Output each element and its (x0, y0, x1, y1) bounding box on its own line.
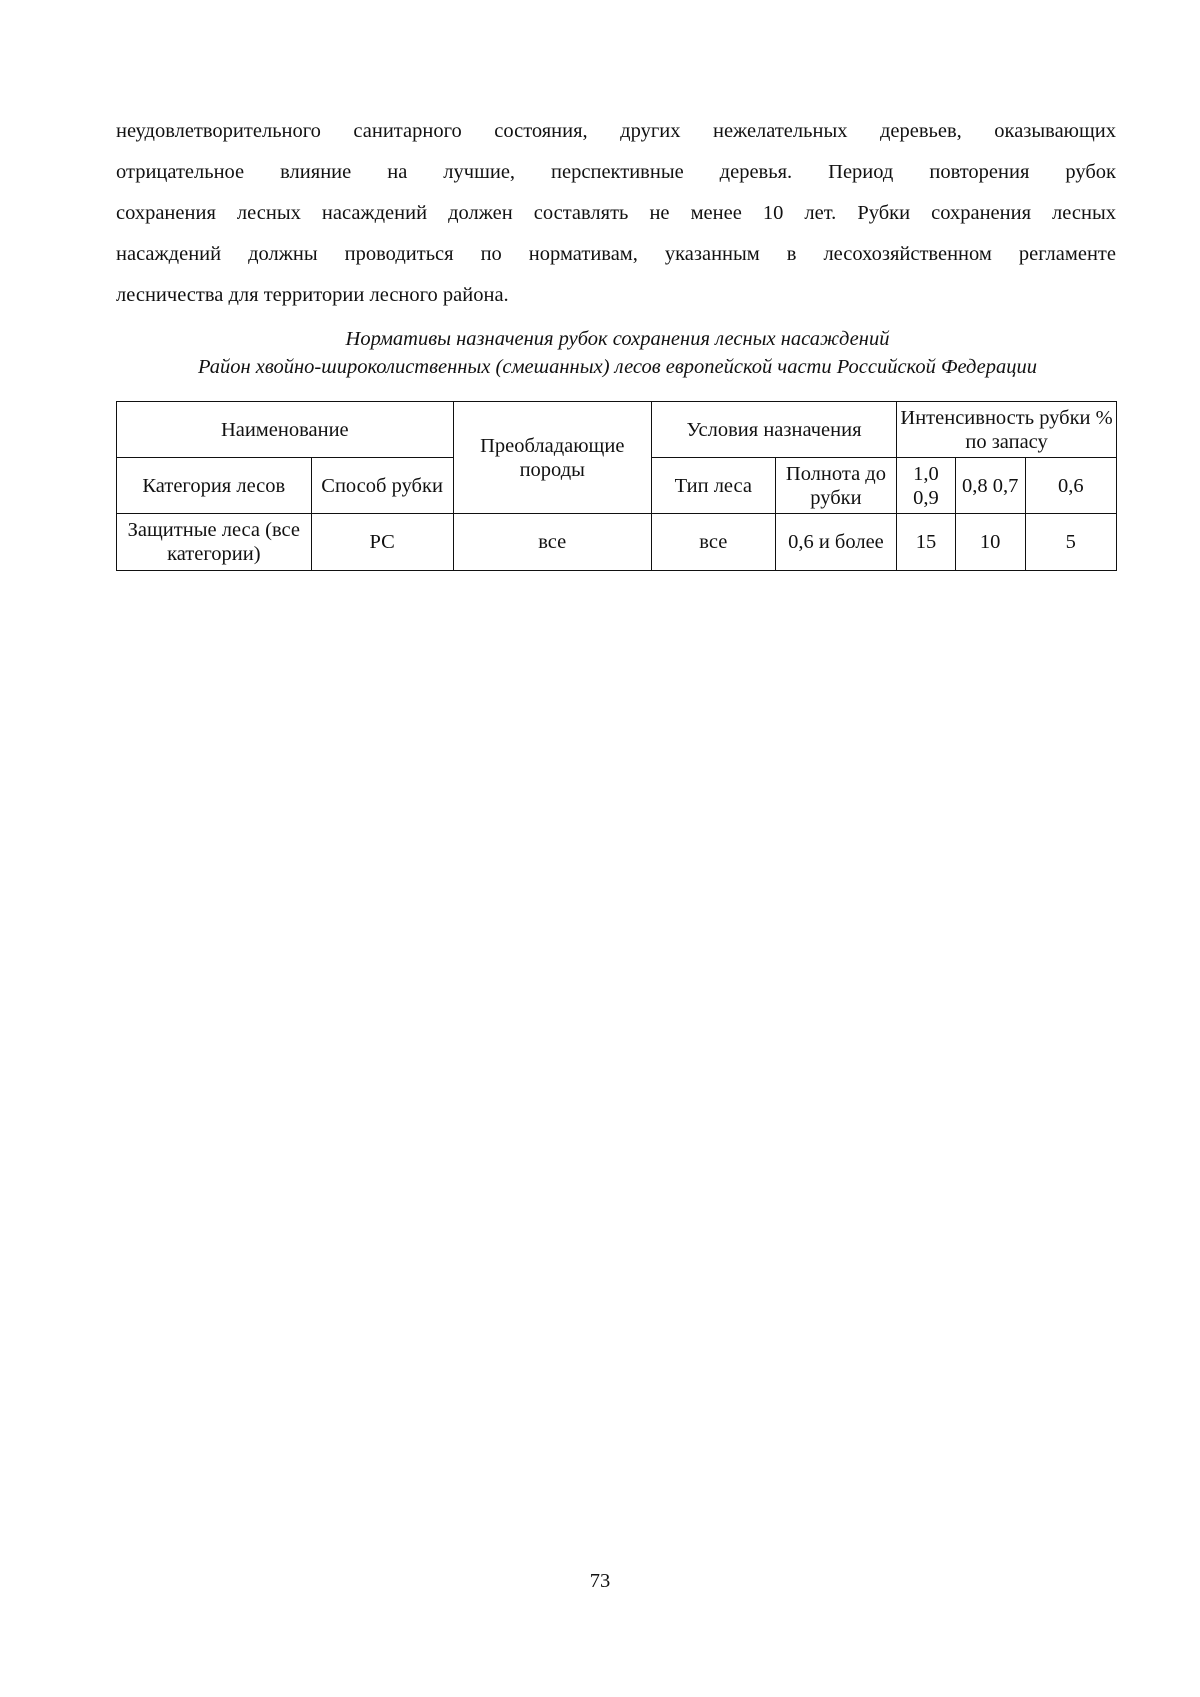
header-kategoriya-lesov: Категория лесов (117, 458, 312, 514)
cell-intensivnost-2: 10 (955, 514, 1025, 571)
norms-table (116, 401, 1117, 571)
header-polnota: Полнота до рубки (775, 458, 896, 514)
cell-intensivnost-3: 5 (1025, 514, 1117, 571)
body-line: сохранения лесных насаждений должен составлять не менее 10 лет. Рубки сохранения лесных (116, 202, 1116, 224)
cell-porody: все (453, 514, 651, 571)
body-line: насаждений должны проводиться по нормативам, указанным в лесохозяйственном регламенте (116, 243, 1116, 265)
cell-polnota: 0,6 и более (775, 514, 896, 571)
header-naimenovanie: Наименование (117, 402, 454, 458)
table-subtitle: Район хвойно-широколиственных (смешанных) лесов европейской части Российской Федерации (197, 356, 1038, 378)
header-usloviya-naznacheniya: Условия назначения (651, 402, 896, 458)
body-line: неудовлетворительного санитарного состояния, других нежелательных деревьев, оказывающих (116, 120, 1116, 142)
table-title: Нормативы назначения рубок сохранения лесных насаждений (345, 328, 890, 350)
cell-tip-lesa: все (651, 514, 775, 571)
cell-sposob: РС (311, 514, 453, 571)
table-row (117, 514, 1117, 571)
body-line: лесничества для территории лесного района. (116, 284, 509, 306)
header-intensivnost: Интенсивность рубки % по запасу (897, 402, 1117, 458)
body-line: отрицательное влияние на лучшие, перспективные деревья. Период повторения рубок (116, 161, 1116, 183)
table-header-row (117, 402, 1117, 458)
body-paragraph (116, 111, 1116, 316)
page-number: 73 (589, 1570, 611, 1592)
header-tip-lesa: Тип леса (651, 458, 775, 514)
header-polnota-1: 1,0 0,9 (897, 458, 956, 514)
header-sposob-rubki: Способ рубки (311, 458, 453, 514)
header-polnota-3: 0,6 (1025, 458, 1117, 514)
header-polnota-2: 0,8 0,7 (955, 458, 1025, 514)
cell-kategoriya: Защитные леса (все категории) (117, 514, 312, 571)
cell-intensivnost-1: 15 (897, 514, 956, 571)
header-preobladayushchie-porody: Преобладающие породы (453, 402, 651, 514)
